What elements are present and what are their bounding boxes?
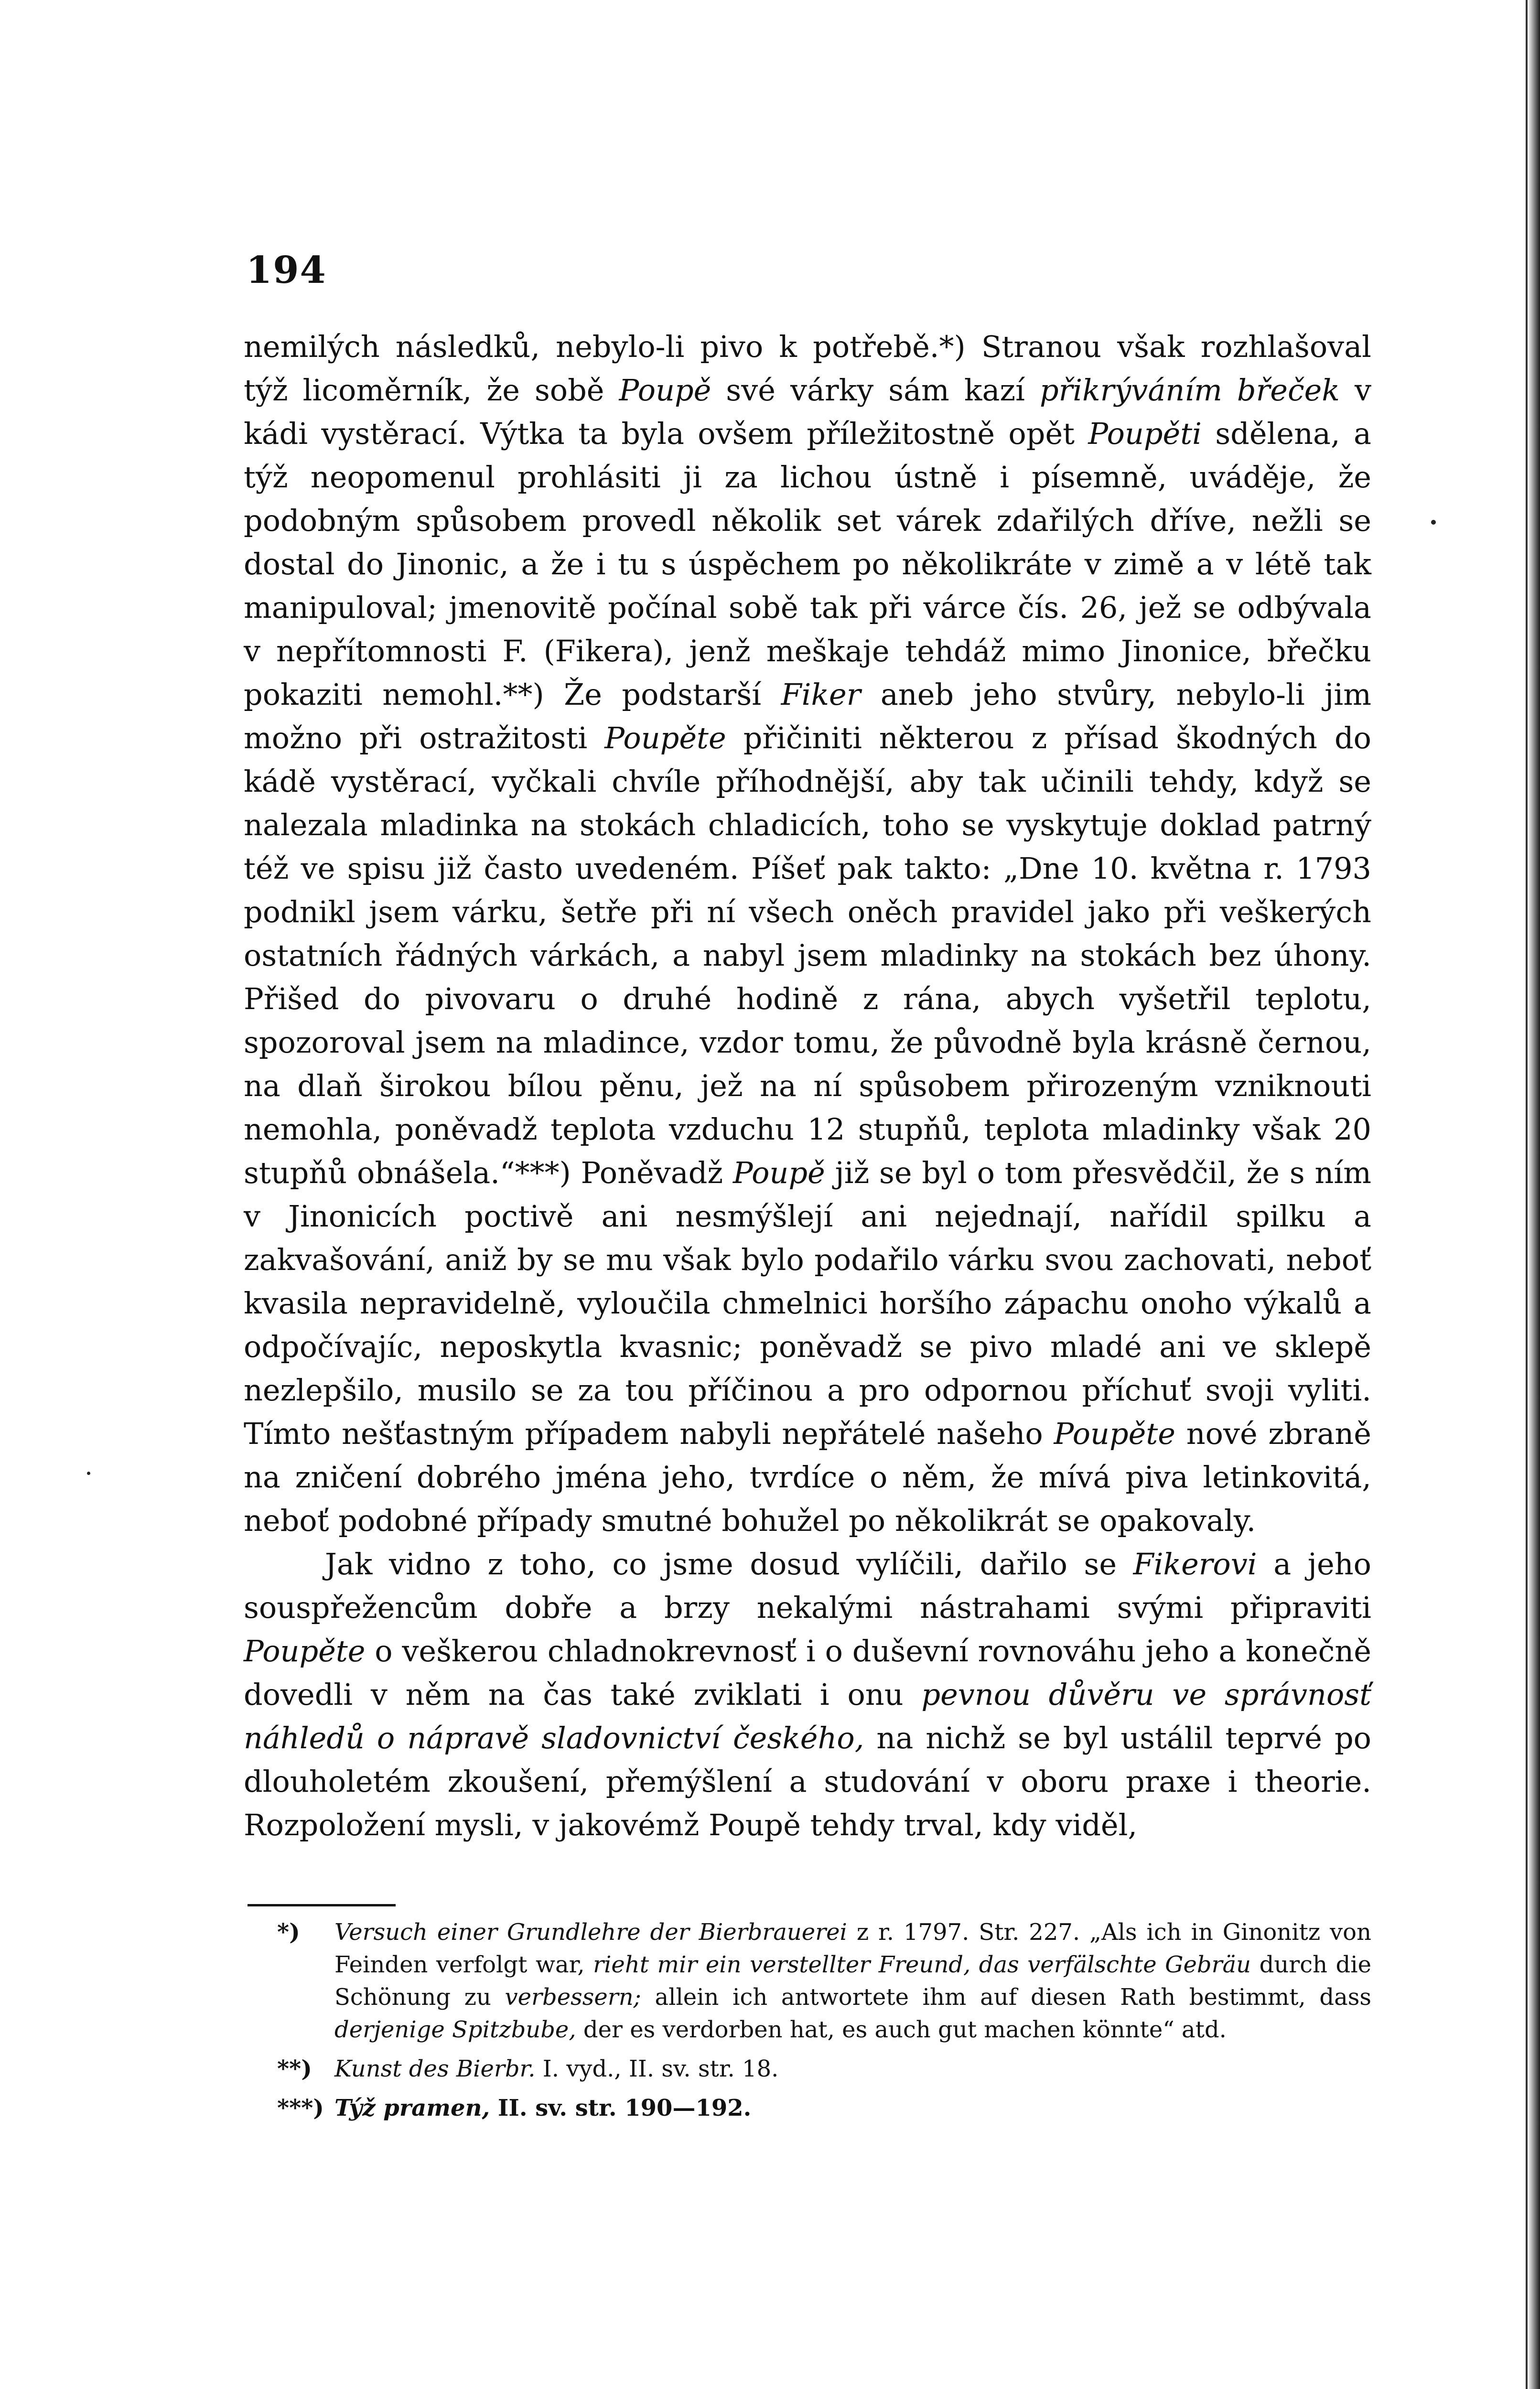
italic-run: Fiker [781,677,861,712]
italic-run: pevnou důvěru ve správnosť náhledů o nápravě sladovnictví českého, [244,1677,1372,1755]
page-edge-shadow [1528,0,1540,2389]
footnote-1 [268,1916,1371,2046]
italic-run: Poupě [732,1155,825,1190]
italic-run: Poupě [619,373,711,408]
footnote-2 [268,2053,1371,2085]
italic-run: přikrýváním břeček [1039,373,1340,408]
text-run: II. sv. str. 190—192. [490,2095,752,2121]
footnote-marker: **) [277,2055,312,2082]
footnotes [268,1916,1371,2131]
italic-run: verbessern; [505,1984,641,2011]
text-run: své várky sám kazí [711,373,1040,408]
italic-run: Týž pramen, [334,2095,490,2121]
italic-run: Poupěti [1088,416,1202,451]
italic-run: Versuch einer Grundlehre der Bierbrauerei [334,1919,847,1946]
scan-speck [1431,520,1436,525]
paragraph-1 [244,325,1371,1542]
italic-run: Fikerovi [1133,1547,1257,1582]
text-run: durch die Schönung zu [334,1951,1371,2011]
text-run: a jeho souspřežencům dobře a brzy nekalými nástrahami svými připraviti [244,1547,1371,1625]
paragraph-2 [244,1542,1371,1847]
text-run: allein ich antwortete ihm auf diesen Rath bestimmt, dass [641,1984,1372,2011]
text-run: sdělena, a týž neopomenul prohlásiti ji za lichou ústně i písemně, uváděje, že podobným spůsobem provedl několik set várek zdařilých dříve, nežli se dostal do Jinonic, a že i tu s úspěchem po několikráte v zimě a v létě tak manipuloval; jmenovitě počínal sobě tak při várce čís. 26, jež se odbývala v nepřítomnosti F. (Fikera), jenž meškaje tehdáž mimo Jinonice, břečku pokaziti nemohl.**) Že podstarší [244,416,1371,712]
text-run: der es verdorben hat, es auch gut machen könnte“ atd. [576,2016,1227,2043]
text-run: o veškerou chladnokrevnosť i o duševní rovnováhu jeho a konečně dovedli v něm na čas také zviklati i onu [244,1634,1371,1712]
italic-run: Poupěte [244,1634,366,1668]
text-run: v kádi vystěrací. Výtka ta byla ovšem příležitostně opět [244,373,1372,451]
text-run: nemilých následků, nebylo-li pivo k potřebě.*) Stranou však rozhlašoval týž licoměrník, že sobě [244,329,1371,408]
footnote-marker: ***) [277,2095,324,2121]
text-run: I. vyd., II. sv. str. 18. [535,2055,779,2082]
italic-run: Poupěte [1054,1416,1175,1451]
text-run: již se byl o tom přesvědčil, že s ním v Jinonicích poctivě ani nesmýšlejí ani nejednají, nařídil spilku a zakvašování, aniž by se mu však bylo podařilo várku svou zachovati, neboť kvasila nepravidelně, vyloučila chmelnici horšího zápachu onoho výkalů a odpočívajíc, neposkytla kvasnic; poněvadž se pivo mladé ani ve sklepě nezlepšilo, musilo se za tou příčinou a pro odpornou příchuť svoji vyliti. Tímto nešťastným případem nabyli nepřátelé našeho [244,1155,1372,1451]
main-text [244,325,1371,1847]
text-run: na nichž se byl ustálil teprvé po dlouholetém zkoušení, přemýšlení a studování v oboru praxe i theorie. Rozpoložení mysli, v jakovémž Poupě tehdy trval, kdy viděl, [244,1721,1371,1842]
italic-run: rieht mir ein verstellter Freund, das verfälschte Gebräu [593,1951,1251,1978]
page-number: 194 [246,248,327,292]
italic-run: Poupěte [604,721,726,755]
italic-run: derjenige Spitzbube, [334,2016,576,2043]
text-run: z r. 1797. Str. 227. „Als ich in Ginonitz von Feinden verfolgt war, [334,1919,1371,1978]
footnote-3 [268,2092,1371,2124]
footnote-divider [248,1904,396,1906]
text-run: přičiniti některou z přísad škodných do kádě vystěrací, vyčkali chvíle příhodnější, aby tak učinili tehdy, když se nalezala mladinka na stokách chladicích, toho se vyskytuje doklad patrný též ve spisu již často uvedeném. Píšeť pak takto: „Dne 10. května r. 1793 podnikl jsem várku, šetře při ní všech oněch pravidel jako při veškerých ostatních řádných várkách, a nabyl jsem mladinky na stokách bez úhony. Přišed do pivovaru o druhé hodině z rána, abych vyšetřil teplotu, spozoroval jsem na mladince, vzdor tomu, že původně byla krásně černou, na dlaň širokou bílou pěnu, jež na ní spůsobem přirozeným vzniknouti nemohla, poněvadž teplota vzduchu 12 stupňů, teplota mladinky však 20 stupňů obnášela.“***) Poněvadž [244,721,1371,1190]
italic-run: Kunst des Bierbr. [334,2055,536,2082]
text-run: nové zbraně na zničení dobrého jména jeho, tvrdíce o něm, že mívá piva letinkovitá, neboť podobné případy smutné bohužel po několikrát se opakovaly. [244,1416,1371,1538]
text-run: aneb jeho stvůry, nebylo-li jim možno při ostražitosti [244,677,1371,755]
footnote-marker: *) [277,1919,300,1946]
text-run: Jak vidno z toho, co jsme dosud vylíčili, dařilo se [325,1547,1133,1582]
scan-speck [87,1472,90,1475]
